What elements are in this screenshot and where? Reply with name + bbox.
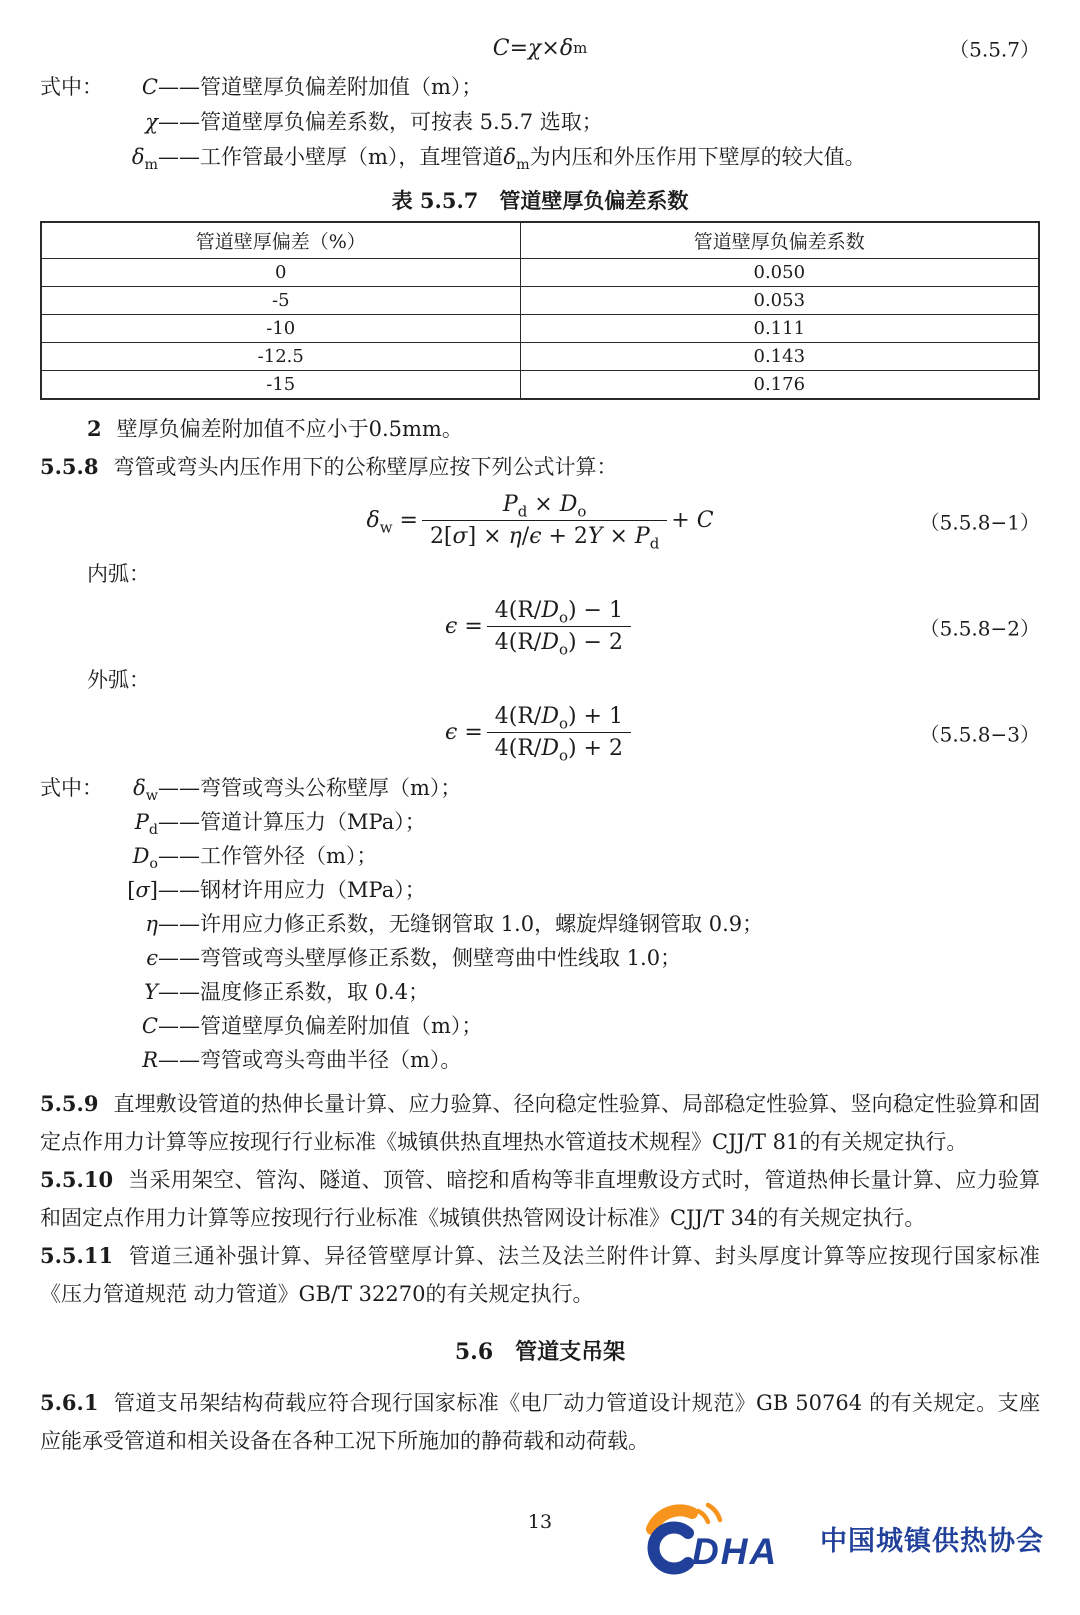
table-title: 表 5.5.7 管道壁厚负偏差系数 xyxy=(391,188,689,213)
definition-row xyxy=(40,941,1040,975)
clause-text: 壁厚负偏差附加值不应小于0.5mm。 xyxy=(116,417,463,441)
equation-body xyxy=(366,492,714,553)
definition-text: 弯管或弯头壁厚修正系数，侧壁弯曲中性线取 1.0； xyxy=(200,946,682,970)
fraction-numerator: $4(R/D_o) + 1$ xyxy=(487,704,631,733)
fraction-numerator: $4(R/D_o) - 1$ xyxy=(487,598,631,627)
clause-5-6-1 xyxy=(40,1384,1040,1460)
equation-5-5-7 xyxy=(40,26,1040,70)
clause-text: 管道三通补强计算、异径管壁厚计算、法兰及法兰附件计算、封头厚度计算等应按现行国家标准《压力管道规范 动力管道》GB/T 32270的有关规定执行。 xyxy=(40,1244,1040,1306)
equation-5-5-8-2 xyxy=(40,598,1040,659)
clause-5-5-8 xyxy=(40,448,1040,486)
table-header-cell: 管道壁厚负偏差系数 xyxy=(520,222,1039,259)
equation-5-5-8-3 xyxy=(40,704,1040,765)
dash: —— xyxy=(158,946,200,970)
clause-number: 5.5.10 xyxy=(40,1167,114,1192)
equation-tail: + C xyxy=(671,508,714,533)
definition-row xyxy=(40,1009,1040,1043)
dash: —— xyxy=(158,912,200,936)
dash: —— xyxy=(158,810,200,834)
logo-org-name: 中国城镇供热协会 xyxy=(820,1525,1044,1556)
table-cell: 0.143 xyxy=(520,343,1039,371)
table-cell: 0.176 xyxy=(520,371,1039,400)
outer-arc-label: 外弧： xyxy=(87,668,150,692)
table-row xyxy=(41,343,1039,371)
symbol: C xyxy=(141,75,158,99)
dash: —— xyxy=(158,878,200,902)
definition-row xyxy=(40,805,1040,839)
item-number: 2 xyxy=(87,416,102,441)
equation-body: C = χ × δ m xyxy=(492,35,588,61)
inner-arc-label: 内弧： xyxy=(87,562,150,586)
definition-row xyxy=(40,873,1040,907)
dash: —— xyxy=(158,980,200,1004)
equation-lhs: ϵ = xyxy=(445,614,483,639)
equation-number: （5.5.8−3） xyxy=(919,722,1040,746)
definition-row xyxy=(40,975,1040,1009)
fraction xyxy=(487,598,631,659)
symbol: η xyxy=(145,912,158,936)
table-cell: 0.050 xyxy=(520,259,1039,287)
definition-row xyxy=(40,1043,1040,1077)
symbol: $P_d$ xyxy=(134,810,158,839)
dash: —— xyxy=(158,776,200,800)
clause-text: 弯管或弯头内压作用下的公称壁厚应按下列公式计算： xyxy=(113,455,618,479)
symbol: $\delta_m$ xyxy=(131,145,158,174)
definitions-list-1 xyxy=(40,70,1040,175)
table-header-cell: 管道壁厚偏差（%） xyxy=(41,222,520,259)
logo-blue-crescent xyxy=(654,1528,688,1569)
definition-row xyxy=(40,70,1040,105)
logo-acronym: DHA xyxy=(692,1531,779,1572)
table-row xyxy=(41,315,1039,343)
clause-number: 5.5.9 xyxy=(40,1091,99,1116)
definition-text: 工作管外径（m）； xyxy=(200,844,378,868)
clause-5-5-10 xyxy=(40,1161,1040,1237)
table-cell: 0.053 xyxy=(520,287,1039,315)
table-header-row xyxy=(41,222,1039,259)
definition-text: 弯管或弯头弯曲半径（m）。 xyxy=(200,1048,462,1072)
fraction-denominator: $4(R/D_o) + 2$ xyxy=(494,736,623,765)
fraction-numerator: $P_d \times D_o$ xyxy=(422,492,667,521)
page-number: 13 xyxy=(527,1511,553,1533)
wall-thickness-deviation-table xyxy=(40,221,1040,400)
definition-text: 弯管或弯头公称壁厚（m）； xyxy=(200,776,462,800)
table-cell: -5 xyxy=(41,287,520,315)
dash: —— xyxy=(158,145,200,169)
table-cell: 0.111 xyxy=(520,315,1039,343)
symbol: χ xyxy=(145,110,158,134)
fraction-denominator: $2[\sigma] \times \eta/\epsilon + 2Y \times P_d$ xyxy=(429,524,660,553)
symbol: $D_o$ xyxy=(132,844,158,873)
equation-body xyxy=(445,598,635,659)
definitions-list-2 xyxy=(40,771,1040,1077)
equation-lhs: $\delta_w$ = xyxy=(366,508,418,537)
definition-row xyxy=(40,839,1040,873)
dash: —— xyxy=(158,1048,200,1072)
cdha-logo xyxy=(636,1501,1044,1575)
definition-row xyxy=(40,140,1040,175)
definition-text: 许用应力修正系数，无缝钢管取 1.0，螺旋焊缝钢管取 0.9； xyxy=(200,912,764,936)
definition-row xyxy=(40,771,1040,805)
where-label: 式中： xyxy=(40,776,103,800)
clause-5-5-9 xyxy=(40,1085,1040,1161)
symbol: Y xyxy=(144,980,158,1004)
definition-text: 管道壁厚负偏差系数，可按表 5.5.7 选取； xyxy=(200,110,603,134)
symbol: ϵ xyxy=(146,946,158,970)
equation-number: （5.5.8−1） xyxy=(919,510,1040,534)
dash: —— xyxy=(158,1014,200,1038)
table-cell: -10 xyxy=(41,315,520,343)
fraction xyxy=(422,492,667,553)
dash: —— xyxy=(158,110,200,134)
equation-number: （5.5.8−2） xyxy=(919,616,1040,640)
logo-orange-ray xyxy=(708,1505,720,1520)
definition-text: 工作管最小壁厚（m），直埋管道$\delta_m$为内压和外压作用下壁厚的较大值。 xyxy=(200,145,866,174)
equation-number: （5.5.7） xyxy=(949,37,1040,62)
symbol: R xyxy=(142,1048,158,1072)
equation-5-5-8-1 xyxy=(40,492,1040,553)
clause-5-5-7-item-2 xyxy=(40,410,1040,448)
clause-text: 当采用架空、管沟、隧道、顶管、暗挖和盾构等非直埋敷设方式时，管道热伸长量计算、应力验算和固定点作用力计算等应按现行行业标准《城镇供热管网设计标准》CJJ/T 34的有关规定执行。 xyxy=(40,1168,1040,1230)
table-row xyxy=(41,259,1039,287)
clause-number: 5.5.8 xyxy=(40,454,99,479)
fraction-denominator: $4(R/D_o) - 2$ xyxy=(494,630,623,659)
symbol: C xyxy=(141,1014,158,1038)
table-cell: 0 xyxy=(41,259,520,287)
logo-orange-ray xyxy=(698,1511,708,1522)
definition-text: 钢材许用应力（MPa）； xyxy=(200,878,426,902)
equation-body xyxy=(445,704,635,765)
clause-number: 5.6.1 xyxy=(40,1390,99,1415)
definition-text: 管道计算压力（MPa）； xyxy=(200,810,426,834)
table-row xyxy=(41,287,1039,315)
clause-5-5-11 xyxy=(40,1237,1040,1313)
definition-row xyxy=(40,105,1040,140)
table-cell: -12.5 xyxy=(41,343,520,371)
table-cell: -15 xyxy=(41,371,520,400)
section-5-6-heading: 5.6 管道支吊架 xyxy=(454,1339,626,1365)
clause-text: 直埋敷设管道的热伸长量计算、应力验算、径向稳定性验算、局部稳定性验算、竖向稳定性验算和固定点作用力计算等应按现行行业标准《城镇供热直埋热水管道技术规程》CJJ/T 81的有关规定执行。 xyxy=(40,1092,1040,1154)
cdha-logo-icon xyxy=(636,1501,814,1575)
definition-text: 温度修正系数，取 0.4； xyxy=(200,980,430,1004)
dash: —— xyxy=(158,844,200,868)
clause-text: 管道支吊架结构荷载应符合现行国家标准《电厂动力管道设计规范》GB 50764 的有关规定。支座应能承受管道和相关设备在各种工况下所施加的静荷载和动荷载。 xyxy=(40,1391,1040,1453)
definition-row xyxy=(40,907,1040,941)
where-label: 式中： xyxy=(40,75,103,99)
clause-number: 5.5.11 xyxy=(40,1243,114,1268)
symbol: [σ] xyxy=(127,878,158,902)
symbol: $\delta_w$ xyxy=(133,776,158,805)
definition-text: 管道壁厚负偏差附加值（m）； xyxy=(200,1014,483,1038)
definition-text: 管道壁厚负偏差附加值（m）； xyxy=(200,75,483,99)
equation-lhs: ϵ = xyxy=(445,720,483,745)
fraction xyxy=(487,704,631,765)
dash: —— xyxy=(158,75,200,99)
table-row xyxy=(41,371,1039,400)
